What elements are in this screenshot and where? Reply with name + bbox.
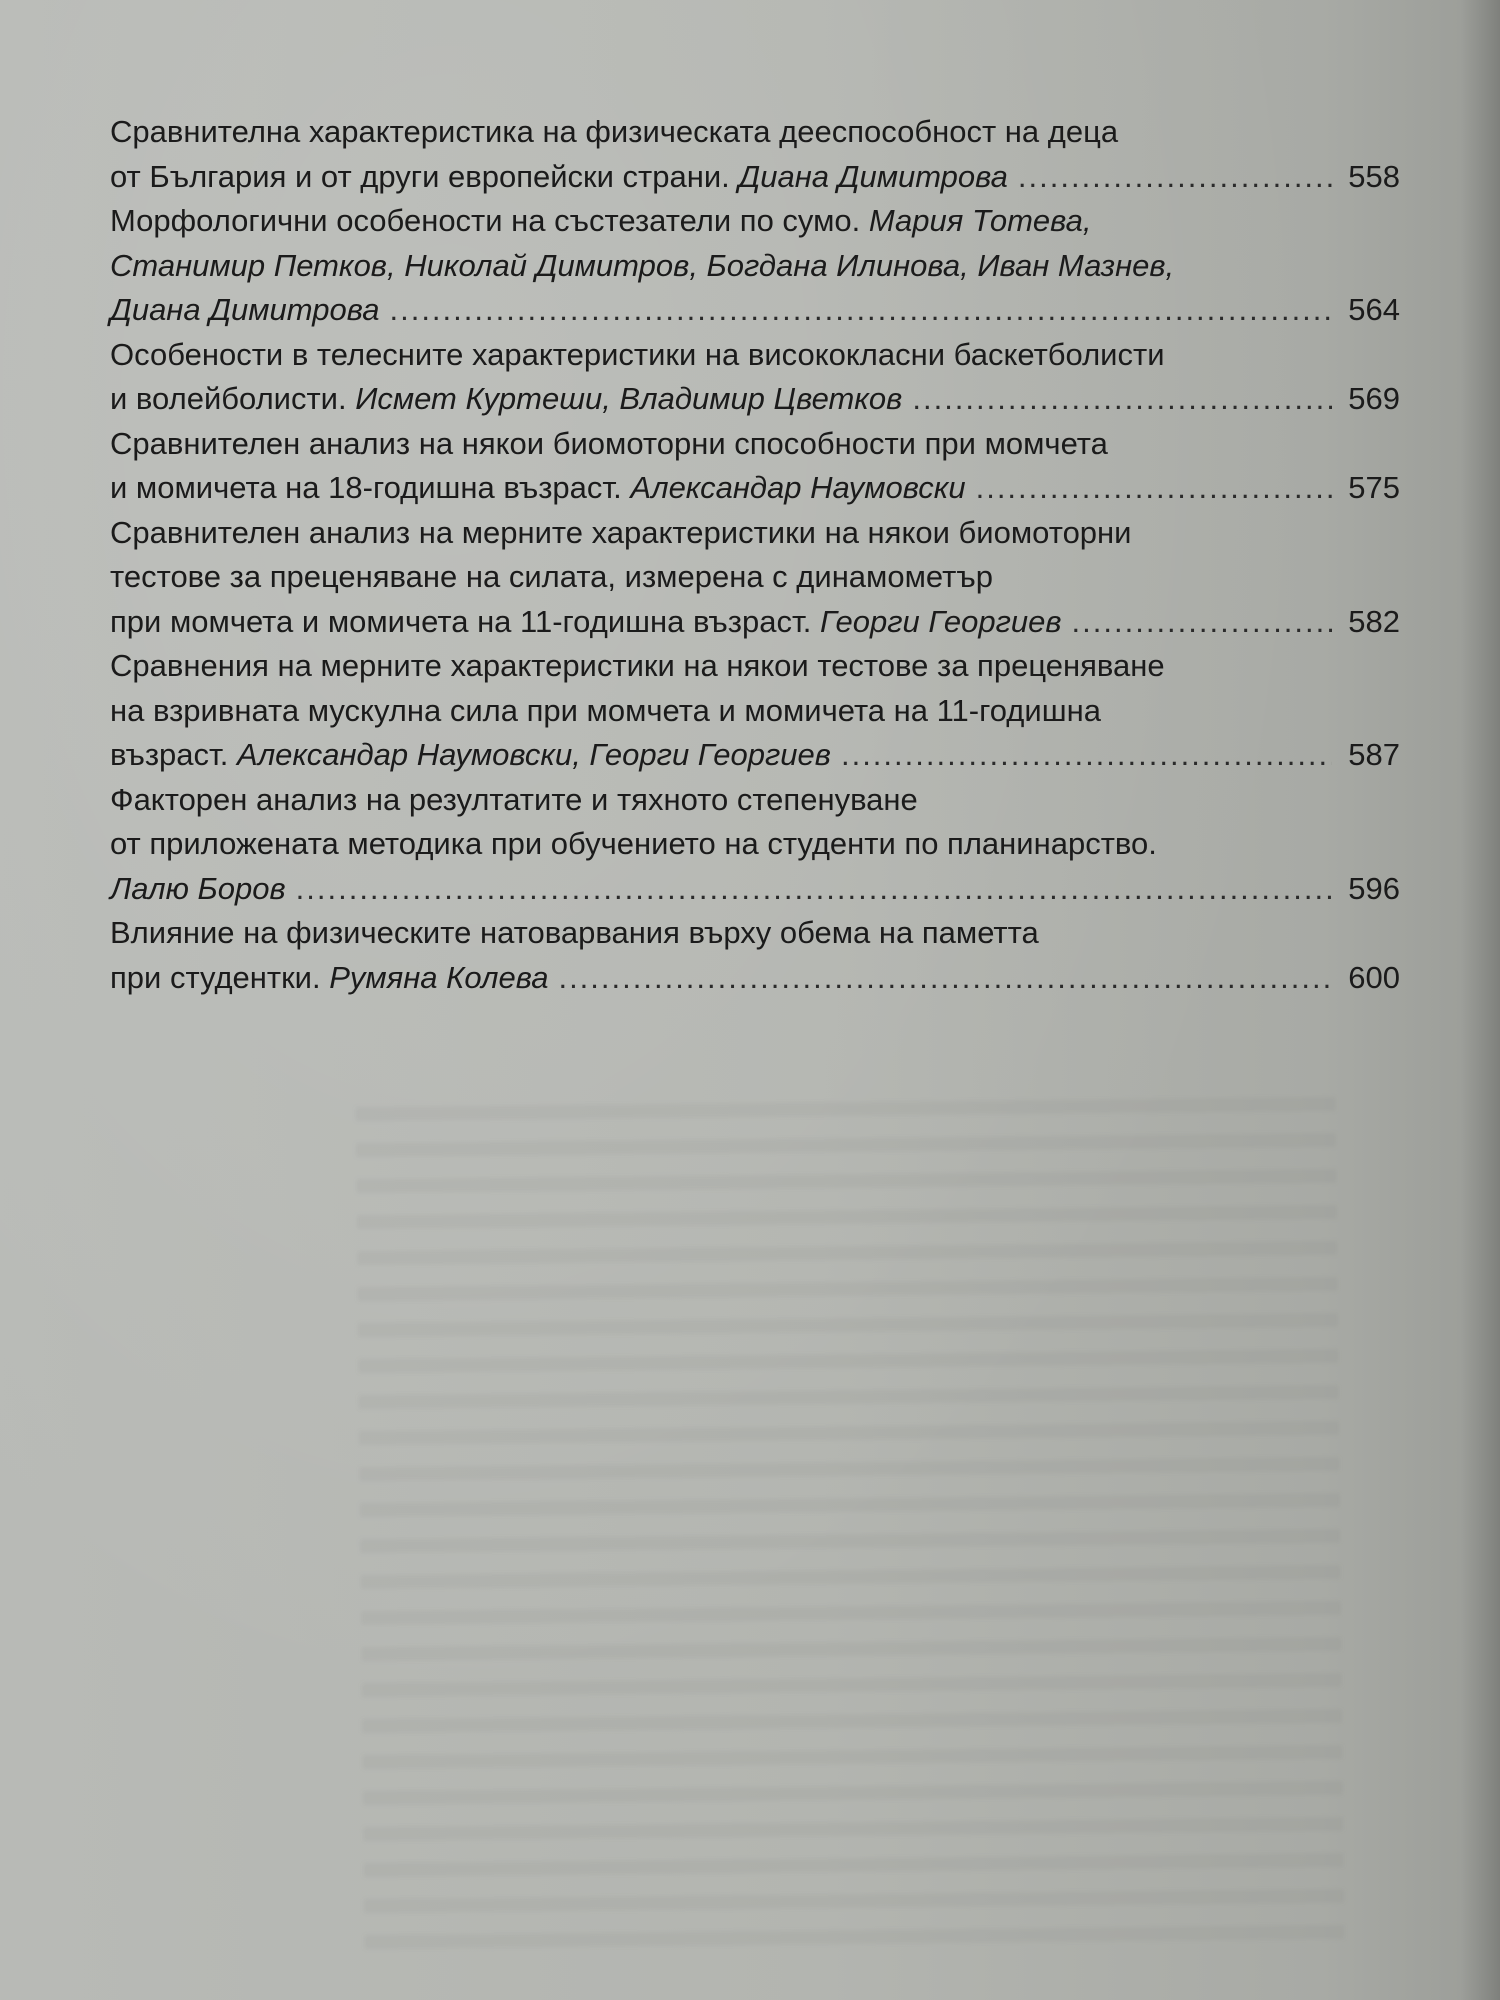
- toc-entry: [110, 511, 1400, 645]
- page-edge-shadow: [1460, 0, 1500, 2000]
- page-number: 596: [1348, 870, 1400, 906]
- toc-entry: [110, 778, 1400, 912]
- entry-final-line: [110, 600, 1400, 645]
- entry-final-line: [110, 377, 1400, 422]
- page-number: 587: [1348, 737, 1400, 772]
- dot-leader: [296, 867, 1332, 912]
- dot-leader: [841, 733, 1332, 778]
- page-number: 569: [1348, 381, 1400, 416]
- entry-final-line: [110, 956, 1400, 1001]
- entry-final-line: [110, 867, 1400, 912]
- toc-entry: [110, 333, 1400, 422]
- entry-authors: Александар Наумовски, Георги Георгиев: [237, 737, 831, 772]
- toc-entry: [110, 911, 1400, 1000]
- entry-title-line: Сравнителен анализ на някои биомоторни способности при момчета: [110, 425, 1108, 461]
- toc-entry: [110, 422, 1400, 511]
- entry-title-line: Сравнителен анализ на мерните характеристики на някои биомоторни: [110, 514, 1132, 550]
- entry-final-line: [110, 733, 1400, 778]
- entry-title-end: при момчета и момичета на 11-годишна възраст. Георги Георгиев: [110, 603, 1062, 639]
- entry-authors: Исмет Куртеши, Владимир Цветков: [355, 381, 903, 416]
- entry-authors-line: Станимир Петков, Николай Димитров, Богдана Илинова, Иван Мазнев,: [110, 247, 1175, 283]
- entry-title-end: при студентки. Румяна Колева: [110, 959, 549, 995]
- entry-authors: Румяна Колева: [329, 959, 549, 995]
- entry-title-line: от приложената методика при обучението на студенти по планинарство.: [110, 826, 1157, 861]
- toc-entry: [110, 644, 1400, 778]
- entry-authors: Лалю Боров: [110, 870, 286, 906]
- dot-leader: [389, 288, 1332, 333]
- entry-title-line: на взривната мускулна сила при момчета и момичета на 11-годишна: [110, 692, 1101, 728]
- entry-title-line: Влияние на физическите натоварвания върху обема на паметта: [110, 915, 1039, 950]
- page-number: 575: [1348, 470, 1400, 505]
- entry-title-end: от България и от други европейски страни. Диана Димитрова: [110, 158, 1008, 194]
- dot-leader: [558, 956, 1332, 1001]
- page-number: 600: [1348, 959, 1400, 995]
- dot-leader: [976, 466, 1332, 511]
- entry-authors: Диана Димитрова: [738, 158, 1008, 194]
- dot-leader: [912, 377, 1332, 422]
- entry-final-line: [110, 155, 1400, 200]
- show-through-text: [355, 1075, 1344, 1965]
- entry-title-line: Морфологични особености на състезатели по сумо. Мария Тотева,: [110, 203, 1092, 238]
- dot-leader: [1072, 600, 1332, 645]
- entry-authors: Диана Димитрова: [110, 292, 380, 327]
- entry-title-end: и волейболисти. Исмет Куртеши, Владимир Цветков: [110, 381, 903, 416]
- entry-title-line: Особености в телесните характеристики на висококласни баскетболисти: [110, 336, 1165, 372]
- entry-final-line: [110, 466, 1400, 511]
- table-of-contents: [110, 110, 1400, 1000]
- entry-title-line: Сравнителна характеристика на физическата дееспособност на деца: [110, 114, 1119, 149]
- entry-title-end: възраст. Александар Наумовски, Георги Георгиев: [110, 737, 831, 772]
- entry-authors: Георги Георгиев: [820, 603, 1062, 639]
- page-number: 558: [1348, 158, 1400, 194]
- toc-entry: [110, 110, 1400, 199]
- page-number: 564: [1348, 292, 1400, 327]
- entry-title-line: тестове за преценяване на силата, измерена с динамометър: [110, 559, 993, 594]
- page-number: 582: [1348, 603, 1400, 639]
- entry-title-line: Сравнения на мерните характеристики на някои тестове за преценяване: [110, 648, 1165, 683]
- entry-authors: Мария Тотева,: [868, 203, 1092, 238]
- entry-title-end: и момичета на 18-годишна възраст. Александар Наумовски: [110, 470, 966, 505]
- toc-entry: [110, 199, 1400, 333]
- entry-authors: Александар Наумовски: [630, 470, 966, 505]
- dot-leader: [1018, 155, 1332, 200]
- entry-final-line: [110, 288, 1400, 333]
- entry-title-line: Факторен анализ на резултатите и тяхното степенуване: [110, 781, 918, 817]
